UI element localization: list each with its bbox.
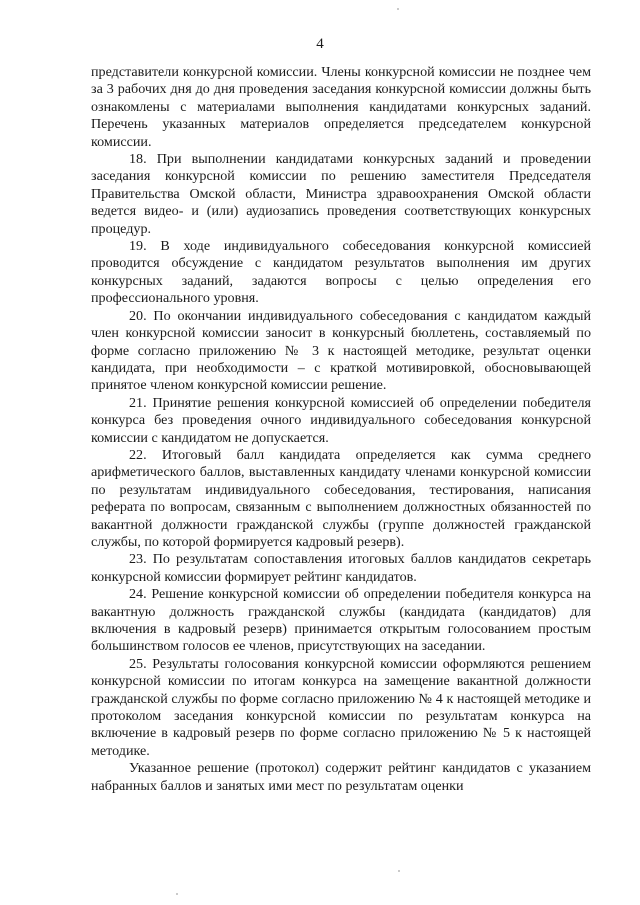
paragraph-item-21: 21. Принятие решения конкурсной комиссией об определении победителя конкурса без проведения очного индивидуального собеседования конкурсной комиссии с кандидатом не допускается. [91, 394, 591, 446]
scan-speck [397, 8, 399, 10]
page-number: 4 [316, 36, 324, 52]
paragraph-continuation: представители конкурсной комиссии. Члены конкурсной комиссии не позднее чем за 3 рабочих дня до дня проведения заседания конкурсной комиссии должны быть ознакомлены с материалами выполнения кандидатами конкурсных заданий. Перечень указанных материалов определяется председателем конкурсной комиссии. [91, 64, 591, 150]
scan-speck [176, 893, 178, 895]
paragraph-item-22: 22. Итоговый балл кандидата определяется как сумма среднего арифметического баллов, выставленных кандидату членами конкурсной комиссии по результатам индивидуального собеседования, тестирования, написания реферата по вопросам, связанным с выполнением должностных обязанностей по вакантной должности гражданской службы (группе должностей гражданской службы, по которой формируется кадровый резерв). [91, 446, 591, 550]
paragraph-item-19: 19. В ходе индивидуального собеседования конкурсной комиссией проводится обсуждение с кандидатом результатов выполнения им других конкурсных заданий, задаются вопросы с целью определения его профессионального уровня. [91, 238, 591, 307]
paragraph-decision-note: Указанное решение (протокол) содержит рейтинг кандидатов с указанием набранных баллов и занятых ими мест по результатам оценки [91, 760, 591, 794]
document-body [91, 64, 591, 795]
paragraph-item-18: 18. При выполнении кандидатами конкурсных заданий и проведении заседания конкурсной комиссии по решению заместителя Председателя Правительства Омской области, Министра здравоохранения Омской области ведется видео- и (или) аудиозапись проведения соответствующих конкурсных процедур. [91, 151, 591, 237]
paragraph-item-24: 24. Решение конкурсной комиссии об определении победителя конкурса на вакантную должность гражданской службы (кандидата (кандидатов) для включения в кадровый резерв) принимается открытым голосованием простым большинством голосов ее членов, присутствующих на заседании. [91, 586, 591, 655]
paragraph-item-23: 23. По результатам сопоставления итоговых баллов кандидатов секретарь конкурсной комиссии формирует рейтинг кандидатов. [91, 551, 591, 585]
paragraph-item-25: 25. Результаты голосования конкурсной комиссии оформляются решением конкурсной комиссии по итогам конкурса на замещение вакантной должности гражданской службы по форме согласно приложению № 4 к настоящей методике и протоколом заседания конкурсной комиссии по результатам конкурса на включение в кадровый резерв по форме согласно приложению № 5 к настоящей методике. [91, 655, 591, 759]
paragraph-item-20: 20. По окончании индивидуального собеседования с кандидатом каждый член конкурсной комиссии заносит в конкурсный бюллетень, составляемый по форме согласно приложению № 3 к настоящей методике, результат оценки кандидата, при необходимости – с краткой мотивировкой, обосновывающей принятое членом конкурсной комиссии решение. [91, 307, 591, 394]
scan-speck [398, 870, 400, 872]
